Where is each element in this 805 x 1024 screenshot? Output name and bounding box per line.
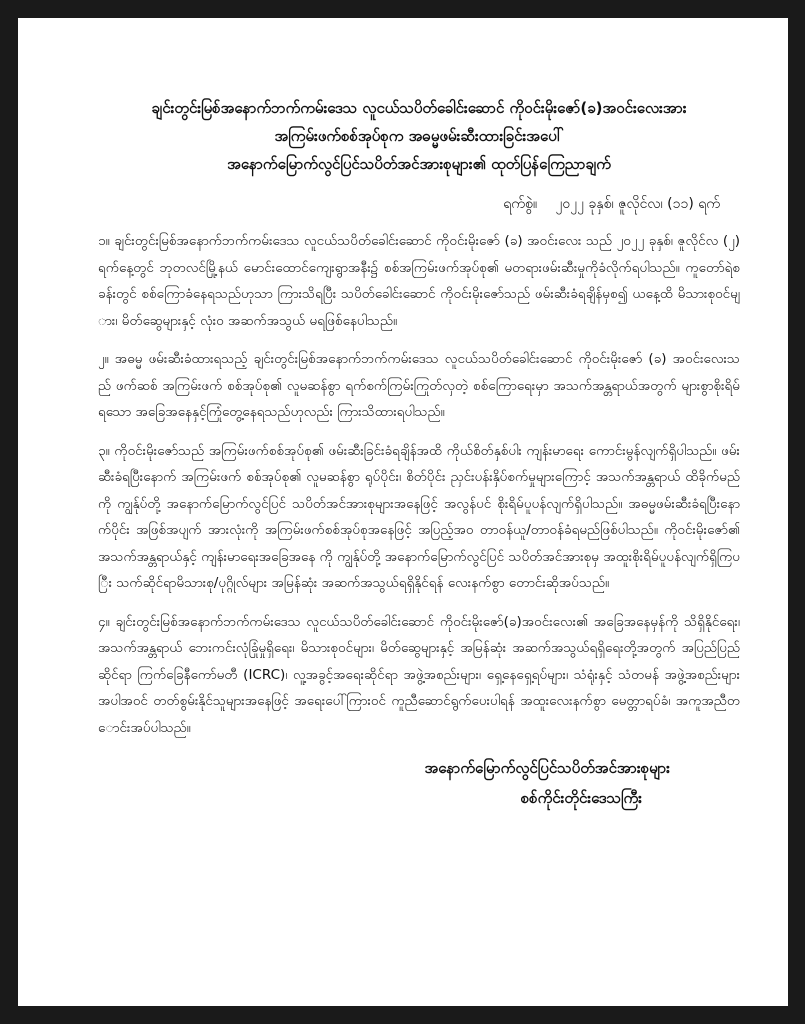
paragraph-1: ၁။ ချင်းတွင်းမြစ်အနောက်ဘက်ကမ်းဒေသ လူငယ်သပိတ်ခေါင်းဆောင် ကိုဝင်းမိုးဇော် (ခ) အဝင်းလေး သည် ၂၀၂၂ ခုနှစ်၊ ဇူလိုင်လ (၂) ရက်နေ့တွင် ဘုတလင်မြို့နယ် မောင်းထောင်ကျေးရွာအနီး၌ စစ်အကြမ်းဖက်အုပ်စု၏ မတရားဖမ်းဆီးမှုကိုခံလိုက်ရပါသည်။ ကူတော်ရဲစခန်းတွင် စစ်ကြောခံနေရသည်ဟုသာ ကြားသိရပြီး သပိတ်ခေါင်းဆောင် ကိုဝင်းမိုးဇော်သည် ဖမ်းဆီးခံရချိန်မှစ၍ ယနေ့ထိ မိသားစုဝင်များ၊ မိတ်ဆွေများနှင့် လုံးဝ အဆက်အသွယ် မရဖြစ်နေပါသည်။	[98, 233, 740, 329]
paragraph-3: ၃။ ကိုဝင်းမိုးဇော်သည် အကြမ်းဖက်စစ်အုပ်စု၏ ဖမ်းဆီးခြင်းခံရချိန်အထိ ကိုယ်စိတ်နှစ်ပါး ကျန်းမာရေး ကောင်းမွန်လျက်ရှိပါသည်။ ဖမ်းဆီးခံရပြီးနောက် အကြမ်းဖက် စစ်အုပ်စု၏ လူမဆန်စွာ ရုပ်ပိုင်း၊ စိတ်ပိုင်း ညှင်းပန်းနှိပ်စက်မှုများကြောင့် အသက်အန္တရာယ် ထိခိုက်မည်ကို ကျွန်ုပ်တို့ အနောက်မြောက်လွင်ပြင် သပိတ်အင်အားစုများအနေဖြင့် အလွန်ပင် စိုးရိမ်ပူပန်လျက်ရှိပါသည်။ အဓမ္မဖမ်းဆီးခံရပြီးနောက်ပိုင်း အဖြစ်အပျက် အားလုံးကို အကြမ်းဖက်စစ်အုပ်စုအနေဖြင့် အပြည့်အဝ တာဝန်ယူ/တာဝန်ခံရမည်ဖြစ်ပါသည်။ ကိုဝင်းမိုးဇော်၏ အသက်အန္တရာယ်နှင့် ကျန်းမာရေးအခြေအနေ ကို ကျွန်ုပ်တို့ အနောက်မြောက်လွင်ပြင် သပိတ်အင်အားစုမှ အထူးစိုးရိမ်ပူပန်လျက်ရှိကြပြီး သက်ဆိုင်ရာမိသားစု/ပုဂ္ဂိုလ်များ အမြန်ဆုံး အဆက်အသွယ်ရရှိနိုင်ရန် လေးနက်စွာ တောင်းဆိုအပ်သည်။	[98, 442, 740, 591]
title-line-3: အနောက်မြောက်လွင်ပြင်သပိတ်အင်အားစုများ၏ ထုတ်ပြန်ကြေညာချက်	[227, 155, 611, 173]
date-value: ၂၀၂၂ ခုနှစ်၊ ဇူလိုင်လ၊ (၁၁) ရက်	[555, 196, 720, 212]
signature-line-1: အနောက်မြောက်လွင်ပြင်သပိတ်အင်အားစုများ	[424, 759, 670, 777]
paragraph-2: ၂။ အဓမ္မ ဖမ်းဆီးခံထားရသည့် ချင်းတွင်းမြစ်အနောက်ဘက်ကမ်းဒေသ လူငယ်သပိတ်ခေါင်းဆောင် ကိုဝင်းမိုးဇော် (ခ) အဝင်းလေးသည် ဖက်ဆစ် အကြမ်းဖက် စစ်အုပ်စု၏ လူမဆန်စွာ ရက်စက်ကြမ်းကြုတ်လှတဲ့ စစ်ကြောရေးမှာ အသက်အန္တရာယ်အတွက် များစွာစိုးရိမ်ရသော အခြေအနေနှင့်ကြုံတွေ့နေရသည်ဟုလည်း ကြားသိထားရပါသည်။	[98, 351, 740, 420]
signature-line-2: စစ်ကိုင်းတိုင်းဒေသကြီး	[520, 789, 642, 807]
statement-document	[18, 18, 788, 1006]
signature-block	[98, 753, 740, 813]
statement-date	[98, 192, 720, 216]
paragraph-4: ၄။ ချင်းတွင်းမြစ်အနောက်ဘက်ကမ်းဒေသ လူငယ်သပိတ်ခေါင်းဆောင် ကိုဝင်းမိုးဇော်(ခ)အဝင်းလေး၏ အခြေအနေမှန်ကို သိရှိနိုင်ရေး၊ အသက်အန္တရာယ် ဘေးကင်းလုံခြုံမှုရှိရေး၊ မိသားစုဝင်များ၊ မိတ်ဆွေများနှင့် အမြန်ဆုံး အဆက်အသွယ်ရရှိရေးတို့အတွက် အပြည်ပြည်ဆိုင်ရာ ကြက်ခြေနီကော်မတီ (ICRC)၊ လူ့အခွင့်အရေးဆိုင်ရာ အဖွဲ့အစည်းများ၊ ရှေ့နေရှေ့ရပ်များ၊ သံရုံးနှင့် သံတမန် အဖွဲ့အစည်းများအပါအဝင် တတ်စွမ်းနိုင်သူများအနေဖြင့် အရေးပေါ်ကြားဝင် ကူညီဆောင်ရွက်ပေးပါရန် အထူးလေးနက်စွာ မေတ္တာရပ်ခံ၊ အကူအညီတောင်းအပ်ပါသည်။	[98, 613, 740, 736]
title-line-2: အကြမ်းဖက်စစ်အုပ်စုက အဓမ္မဖမ်းဆီးထားခြင်းအပေါ်	[274, 127, 564, 145]
date-label: ရက်စွဲ။	[503, 196, 538, 212]
statement-title	[98, 94, 740, 178]
title-line-1: ချင်းတွင်းမြစ်အနောက်ဘက်ကမ်းဒေသ လူငယ်သပိတ်ခေါင်းဆောင် ကိုဝင်းမိုးဇော်(ခ)အဝင်းလေးအား	[151, 99, 687, 117]
